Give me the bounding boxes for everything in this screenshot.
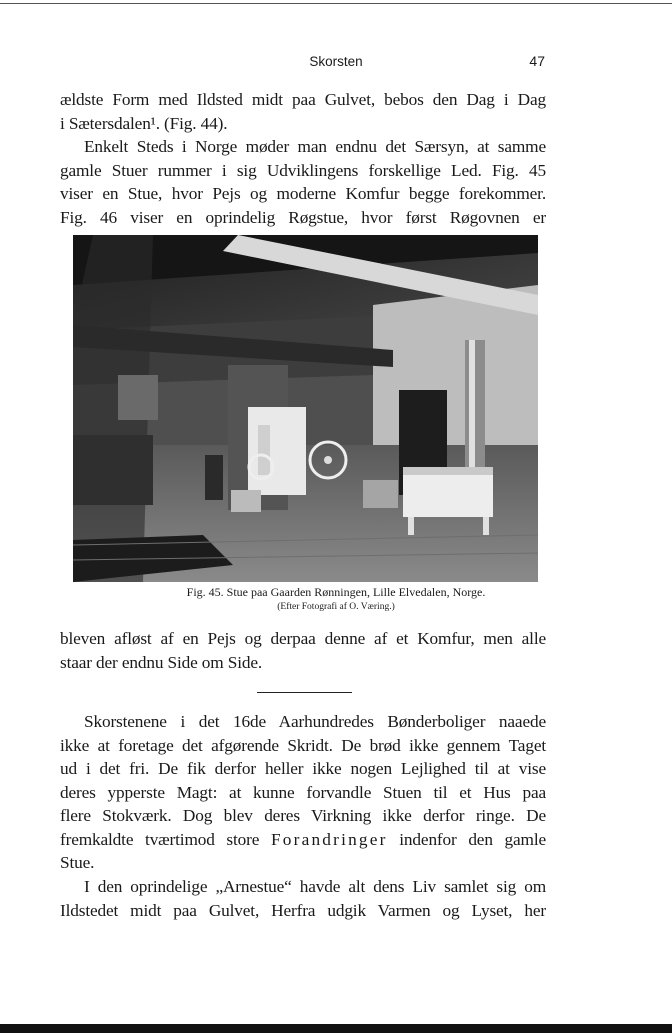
text-line: Skorstenene i det 16de Aarhundredes Bønderboliger naaede [84, 712, 546, 731]
text-line: staar der endnu Side om Side. [60, 652, 263, 672]
text-segment: indenfor den gamle [387, 829, 546, 849]
text-line: ældste Form med Ildsted midt paa Gulvet, bebos den Dag i Dag [60, 90, 546, 109]
text-line: ikke at foretage det afgørende Skridt. De brød ikke gennem Taget [60, 735, 546, 755]
text-line: gamle Stuer rummer i sig Udviklingens forskellige Led. Fig. 45 [60, 160, 546, 180]
section-separator [257, 692, 352, 693]
running-title: Skorsten [309, 54, 363, 69]
text-line: viser en Stue, hvor Pejs og moderne Komfur begge forekommer. [60, 184, 546, 203]
text-line: flere Stokværk. Dog blev deres Virkning ikke derfor ringe. De [60, 806, 546, 825]
text-line: Ildstedet midt paa Gulvet, Herfra udgik Varmen og Lyset, her [60, 900, 546, 920]
text-line [60, 828, 546, 852]
paragraph-3 [60, 627, 546, 674]
paragraph-2 [60, 135, 546, 229]
text-line: bleven afløst af en Pejs og derpaa denne af et Komfur, men alle [60, 629, 546, 648]
text-line: Fig. 46 viser en oprindelig Røgstue, hvor først Røgovnen er [60, 207, 546, 227]
text-line: Enkelt Steds i Norge møder man endnu det Særsyn, at samme [84, 137, 546, 156]
figure-credit: (Efter Fotografi af O. Væring.) [277, 602, 395, 612]
spaced-emphasis: Forandringer [270, 829, 388, 849]
figure-photograph [73, 235, 538, 582]
paragraph-5 [60, 875, 546, 922]
page-top-edge [0, 3, 672, 4]
page-bottom-edge [0, 1024, 672, 1033]
paragraph-1 [60, 88, 546, 135]
figure-caption: Fig. 45. Stue paa Gaarden Rønningen, Lille Elvedalen, Norge. [186, 585, 486, 599]
text-line: I den oprindelige „Arnestue“ havde alt dens Liv samlet sig om [84, 877, 546, 896]
page-number: 47 [529, 53, 545, 69]
text-segment: fremkaldte tværtimod store [60, 829, 271, 849]
text-line: Stue. [60, 853, 95, 872]
text-line: ud i det fri. De fik derfor heller ikke nogen Lejlighed til at vise [60, 759, 546, 778]
paragraph-4 [60, 710, 546, 875]
text-line: i Sætersdalen¹. (Fig. 44). [60, 113, 228, 133]
text-line: deres ypperste Magt: at kunne forvandle Stuen til et Hus paa [60, 782, 546, 802]
